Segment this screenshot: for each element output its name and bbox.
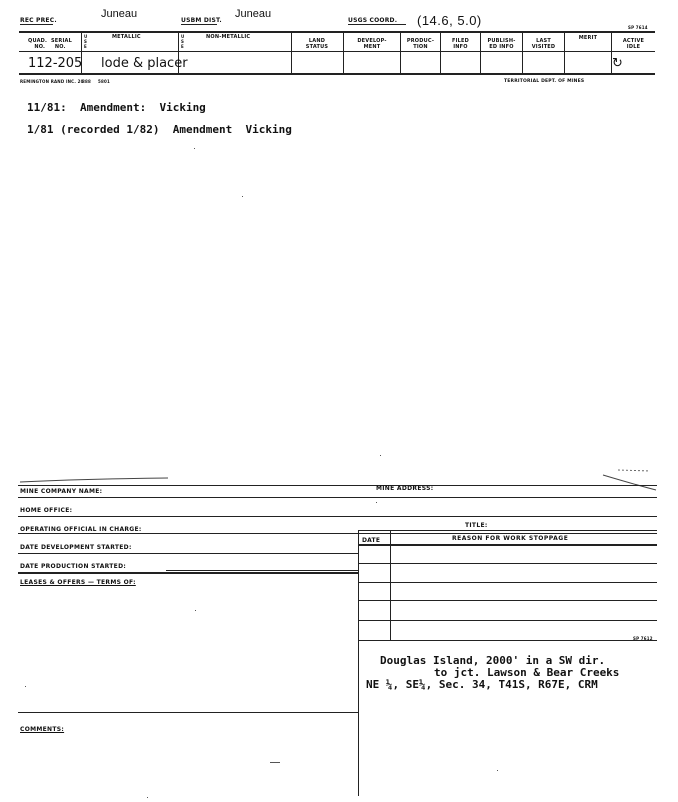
mine-address-label: MINE ADDRESS: [376, 485, 434, 492]
location-line-2: to jct. Lawson & Bear Creeks [434, 666, 620, 679]
date-production-label: DATE PRODUCTION STARTED: [20, 563, 127, 570]
form-top-rule [18, 485, 657, 486]
col-non-metallic: NON-METALLIC [206, 34, 251, 40]
col-published-info: PUBLISH- ED INFO [487, 38, 516, 50]
speck [497, 770, 498, 771]
torn-edge-marks [18, 466, 658, 492]
usbm-dist-underline [181, 24, 217, 25]
rec-prec-underline [20, 24, 53, 25]
pen-mark [270, 762, 280, 763]
location-line-1: Douglas Island, 2000' in a SW dir. [380, 654, 606, 667]
usgs-coord-label: USGS COORD. [348, 17, 398, 24]
form-number-2: SP 7612 [633, 636, 653, 641]
col-land-status: LAND STATUS [305, 38, 329, 50]
col-quad-serial [20, 38, 80, 50]
form-rule [358, 530, 657, 531]
col-use-2: U S E [181, 34, 185, 49]
speck [147, 797, 148, 798]
form-rule [18, 553, 358, 554]
title-label: TITLE: [465, 522, 488, 529]
comments-rule [18, 712, 358, 713]
stoppage-header-rule [358, 544, 657, 546]
rec-prec-label: REC PREC. [20, 17, 57, 24]
col-use-1: U S E [84, 34, 88, 49]
col-metallic: METALLIC [112, 34, 141, 40]
date-development-label: DATE DEVELOPMENT STARTED: [20, 544, 132, 551]
date-col-divider [390, 530, 391, 640]
col-filed-info: FILED INFO [451, 38, 470, 50]
merit-mark-icon: ↻ [612, 56, 623, 71]
reason-col-header: REASON FOR WORK STOPPAGE [452, 535, 569, 542]
speck [195, 610, 196, 611]
col-development: DEVELOP- MENT [357, 38, 387, 50]
speck [194, 148, 195, 149]
speck [380, 455, 381, 456]
usbm-dist-label: USBM DIST. [181, 17, 222, 24]
stoppage-row-rule [358, 620, 657, 621]
col-quad: QUAD. [28, 38, 48, 44]
printer-code-2: 5801 [98, 79, 110, 84]
printer-code-1: 888 [82, 79, 91, 84]
production-underline [166, 570, 358, 571]
printer-line: REMINGTON RAND INC. 20 [20, 79, 84, 84]
col-serial: SERIAL [50, 38, 72, 44]
location-line-3: NE ¼, SE¼, Sec. 34, T41S, R67E, CRM [366, 678, 598, 691]
form-number: SP 7614 [628, 25, 648, 30]
col-production: PRODUC- TION [406, 38, 435, 50]
header-bottom-rule [19, 51, 655, 52]
usgs-coord-value: (14.6, 5.0) [417, 13, 482, 28]
comments-label: COMMENTS: [20, 726, 65, 733]
stoppage-row-rule [358, 563, 657, 564]
col-no-2: NO. [54, 44, 66, 50]
usgs-coord-underline [348, 24, 406, 25]
speck [25, 686, 26, 687]
rec-prec-value: Juneau [101, 8, 138, 20]
usbm-dist-value: Juneau [235, 8, 272, 20]
metallic-value: lode & placer [101, 56, 188, 71]
speck [376, 502, 377, 503]
date-col-header: DATE [362, 537, 381, 544]
col-no-1: NO. [34, 44, 46, 50]
col-last-visited: LAST VISITED [531, 38, 556, 50]
home-office-label: HOME OFFICE: [20, 507, 73, 514]
mine-company-name-label: MINE COMPANY NAME: [20, 488, 103, 495]
dept-line: TERRITORIAL DEPT. OF MINES [504, 79, 585, 84]
quad-serial-value: 112-205 [28, 56, 83, 71]
form-rule [18, 533, 657, 534]
form-rule [18, 497, 657, 498]
note-line-2: 1/81 (recorded 1/82) Amendment Vicking [27, 123, 292, 136]
speck [242, 196, 243, 197]
form-rule [18, 516, 657, 517]
leases-label: LEASES & OFFERS — TERMS OF: [20, 579, 136, 586]
note-line-1: 11/81: Amendment: Vicking [27, 101, 206, 114]
stoppage-row-rule [358, 582, 657, 583]
form-rule [18, 572, 358, 574]
stoppage-row-rule [358, 640, 657, 641]
col-merit: MERIT [578, 35, 598, 41]
row-bottom-rule [19, 73, 655, 75]
operating-official-label: OPERATING OFFICIAL IN CHARGE: [20, 526, 142, 533]
col-active-idle: ACTIVE IDLE [622, 38, 645, 50]
form-center-divider [358, 530, 359, 796]
header-top-rule [19, 31, 655, 33]
stoppage-row-rule [358, 600, 657, 601]
